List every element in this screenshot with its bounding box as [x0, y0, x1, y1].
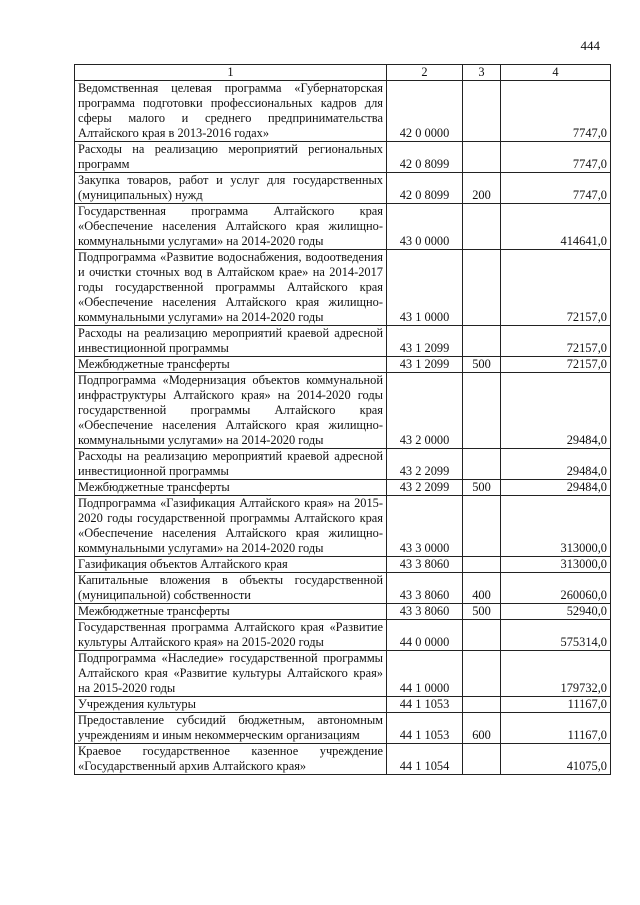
row-type: [463, 449, 501, 480]
row-name: Капитальные вложения в объекты государственной (муниципальной) собственности: [75, 573, 387, 604]
table-row: [75, 357, 611, 373]
row-type: [463, 651, 501, 697]
row-name: Краевое государственное казенное учреждение «Государственный архив Алтайского края»: [75, 744, 387, 775]
row-type: [463, 620, 501, 651]
table-row: [75, 373, 611, 449]
column-header-type: 3: [463, 65, 501, 81]
table-row: [75, 326, 611, 357]
table-row: [75, 81, 611, 142]
row-code: 42 0 8099: [387, 142, 463, 173]
row-code: 43 2 0000: [387, 373, 463, 449]
row-name: Учреждения культуры: [75, 697, 387, 713]
row-type: [463, 496, 501, 557]
row-type: [463, 697, 501, 713]
column-header-name: 1: [75, 65, 387, 81]
row-type: [463, 204, 501, 250]
row-code: 43 1 0000: [387, 250, 463, 326]
row-type: [463, 373, 501, 449]
row-amount: 72157,0: [501, 357, 611, 373]
row-code: 43 1 2099: [387, 357, 463, 373]
row-name: Подпрограмма «Наследие» государственной программы Алтайского края «Развитие культуры Алтайского края» на 2015-2020 годы: [75, 651, 387, 697]
row-type: [463, 326, 501, 357]
page-number: 444: [580, 38, 600, 53]
column-header-amount: 4: [501, 65, 611, 81]
row-code: 42 0 0000: [387, 81, 463, 142]
row-type: 500: [463, 604, 501, 620]
table-row: [75, 250, 611, 326]
row-type: [463, 142, 501, 173]
row-type: 200: [463, 173, 501, 204]
row-name: Закупка товаров, работ и услуг для государственных (муниципальных) нужд: [75, 173, 387, 204]
table-row: [75, 604, 611, 620]
row-name: Расходы на реализацию мероприятий региональных программ: [75, 142, 387, 173]
row-amount: 29484,0: [501, 373, 611, 449]
table-row: [75, 573, 611, 604]
table-row: [75, 142, 611, 173]
row-amount: 72157,0: [501, 326, 611, 357]
row-name: Газификация объектов Алтайского края: [75, 557, 387, 573]
column-header-code: 2: [387, 65, 463, 81]
row-name: Ведомственная целевая программа «Губернаторская программа подготовки профессиональных кадров для сферы малого и среднего предпринимательства Алтайского края в 2013-2016 годах»: [75, 81, 387, 142]
table-row: [75, 651, 611, 697]
row-code: 44 0 0000: [387, 620, 463, 651]
row-code: 43 0 0000: [387, 204, 463, 250]
row-code: 42 0 8099: [387, 173, 463, 204]
table-row: [75, 713, 611, 744]
row-name: Государственная программа Алтайского края «Развитие культуры Алтайского края» на 2015-2020 годы: [75, 620, 387, 651]
row-amount: 11167,0: [501, 713, 611, 744]
row-amount: 414641,0: [501, 204, 611, 250]
table-header-row: [75, 65, 611, 81]
row-name: Подпрограмма «Газификация Алтайского края» на 2015-2020 годы государственной программы Алтайского края «Обеспечение населения Алтайского края жилищно-коммунальными услугами» на 2014-2020 годы: [75, 496, 387, 557]
table-row: [75, 557, 611, 573]
row-code: 43 3 8060: [387, 604, 463, 620]
row-type: [463, 250, 501, 326]
row-amount: 29484,0: [501, 449, 611, 480]
row-amount: 313000,0: [501, 496, 611, 557]
row-amount: 52940,0: [501, 604, 611, 620]
row-name: Межбюджетные трансферты: [75, 357, 387, 373]
table-row: [75, 204, 611, 250]
row-name: Межбюджетные трансферты: [75, 604, 387, 620]
row-type: 600: [463, 713, 501, 744]
row-type: 500: [463, 357, 501, 373]
row-type: [463, 81, 501, 142]
row-type: [463, 557, 501, 573]
row-name: Предоставление субсидий бюджетным, автономным учреждениям и иным некоммерческим организациям: [75, 713, 387, 744]
row-amount: 29484,0: [501, 480, 611, 496]
row-type: 400: [463, 573, 501, 604]
table-row: [75, 496, 611, 557]
row-code: 44 1 0000: [387, 651, 463, 697]
row-amount: 179732,0: [501, 651, 611, 697]
table-row: [75, 173, 611, 204]
table-row: [75, 449, 611, 480]
row-amount: 313000,0: [501, 557, 611, 573]
row-name: Государственная программа Алтайского края «Обеспечение населения Алтайского края жилищно-коммунальными услугами» на 2014-2020 годы: [75, 204, 387, 250]
row-type: [463, 744, 501, 775]
row-amount: 7747,0: [501, 81, 611, 142]
row-type: 500: [463, 480, 501, 496]
row-code: 44 1 1053: [387, 713, 463, 744]
row-name: Подпрограмма «Развитие водоснабжения, водоотведения и очистки сточных вод в Алтайском крае» на 2014-2017 годы государственной программы Алтайского края «Обеспечение населения Алтайского края жилищно-коммунальными услугами» на 2014-2020 годы: [75, 250, 387, 326]
row-name: Межбюджетные трансферты: [75, 480, 387, 496]
row-code: 43 3 8060: [387, 573, 463, 604]
row-amount: 575314,0: [501, 620, 611, 651]
table-row: [75, 620, 611, 651]
table-row: [75, 744, 611, 775]
budget-table: [74, 64, 611, 775]
row-code: 43 3 0000: [387, 496, 463, 557]
row-name: Расходы на реализацию мероприятий краевой адресной инвестиционной программы: [75, 449, 387, 480]
row-code: 43 2 2099: [387, 480, 463, 496]
row-amount: 260060,0: [501, 573, 611, 604]
row-amount: 72157,0: [501, 250, 611, 326]
row-code: 44 1 1054: [387, 744, 463, 775]
table-row: [75, 697, 611, 713]
row-code: 44 1 1053: [387, 697, 463, 713]
row-name: Подпрограмма «Модернизация объектов коммунальной инфраструктуры Алтайского края» на 2014-2020 годы государственной программы Алтайского края «Обеспечение населения Алтайского края жилищно-коммунальными услугами» на 2014-2020 годы: [75, 373, 387, 449]
row-amount: 7747,0: [501, 173, 611, 204]
row-name: Расходы на реализацию мероприятий краевой адресной инвестиционной программы: [75, 326, 387, 357]
table-row: [75, 480, 611, 496]
row-amount: 11167,0: [501, 697, 611, 713]
row-code: 43 3 8060: [387, 557, 463, 573]
row-amount: 41075,0: [501, 744, 611, 775]
row-amount: 7747,0: [501, 142, 611, 173]
row-code: 43 1 2099: [387, 326, 463, 357]
row-code: 43 2 2099: [387, 449, 463, 480]
